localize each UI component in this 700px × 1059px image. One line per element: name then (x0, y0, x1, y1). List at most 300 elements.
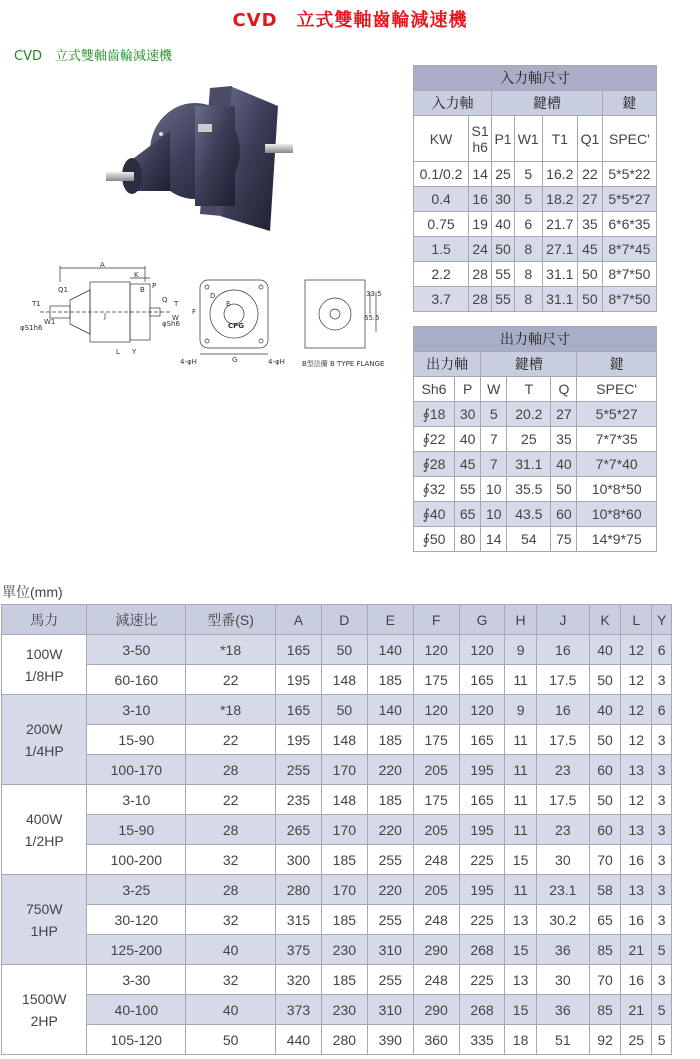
table-cell: 100-170 (87, 755, 186, 785)
table-cell: 32 (186, 965, 276, 995)
table-cell: 205 (413, 815, 459, 845)
power-label: 100W (25, 645, 63, 662)
table-cell: 28 (469, 262, 492, 287)
table-cell: 15-90 (87, 815, 186, 845)
table-cell: 195 (459, 815, 505, 845)
table-cell: 36 (536, 935, 589, 965)
table-cell: 235 (276, 785, 322, 815)
table-cell: 30 (536, 965, 589, 995)
column-header: 減速比 (87, 605, 186, 635)
table-cell: 7 (481, 452, 507, 477)
table-cell: 3-25 (87, 875, 186, 905)
table-cell: 16 (469, 187, 492, 212)
table-cell: 28 (186, 815, 276, 845)
input-header: S1 h6 (469, 116, 492, 162)
table-cell: 70 (589, 965, 620, 995)
table-cell: 32 (186, 905, 276, 935)
table-cell: 12 (621, 785, 652, 815)
table-cell: 15 (505, 845, 536, 875)
table-cell: 248 (413, 905, 459, 935)
table-cell: 45 (578, 237, 603, 262)
table-cell: 255 (367, 845, 413, 875)
table-cell: 13 (621, 815, 652, 845)
power-label: 400W (25, 810, 63, 827)
table-cell: 148 (321, 785, 367, 815)
table-cell: 31.1 (542, 262, 578, 287)
table-cell: 16 (621, 965, 652, 995)
power-label: 1/8HP (24, 667, 64, 684)
output-shaft-group: 出力軸 (414, 352, 481, 377)
table-cell: 50 (578, 287, 603, 312)
table-cell: 55 (492, 262, 515, 287)
page-title: CVD 立式雙軸齒輪減速機 (232, 10, 468, 31)
table-cell: 3-50 (87, 635, 186, 665)
dim-label-33-5: 33.5 (366, 290, 382, 298)
output-header-row (414, 377, 657, 402)
table-cell: 290 (413, 935, 459, 965)
table-row (414, 427, 657, 452)
table-cell: 21 (621, 935, 652, 965)
dimension-header-row (2, 605, 672, 635)
input-header-row (414, 116, 657, 162)
output-shaft-title: 出力軸尺寸 (414, 327, 657, 352)
table-cell: ∮28 (414, 452, 455, 477)
column-header: D (321, 605, 367, 635)
table-cell: 13 (505, 965, 536, 995)
table-row (2, 755, 672, 785)
table-cell: 140 (367, 635, 413, 665)
dimension-drawing (20, 262, 410, 372)
table-row (2, 1025, 672, 1055)
table-cell: ∮40 (414, 502, 455, 527)
table-cell: *18 (186, 695, 276, 725)
table-cell: 175 (413, 785, 459, 815)
table-cell: 165 (459, 665, 505, 695)
table-cell: 13 (621, 875, 652, 905)
dim-label-h2: 4-φH (268, 358, 285, 366)
dim-label-w: W (172, 314, 179, 322)
table-cell: 3 (652, 965, 672, 995)
table-cell: 300 (276, 845, 322, 875)
table-cell: 58 (589, 875, 620, 905)
dim-label-e: E (226, 300, 231, 308)
output-header: P (455, 377, 481, 402)
table-cell: 2.2 (414, 262, 469, 287)
table-cell: 5*5*22 (602, 162, 656, 187)
table-cell: 13 (621, 755, 652, 785)
table-cell: 16 (536, 695, 589, 725)
table-row (414, 287, 657, 312)
table-cell: 40 (186, 935, 276, 965)
input-header: KW (414, 116, 469, 162)
table-cell: 30 (536, 845, 589, 875)
table-cell: 12 (621, 695, 652, 725)
table-cell: 23 (536, 815, 589, 845)
table-cell: 9 (505, 695, 536, 725)
dim-label-q1: Q1 (58, 286, 68, 294)
table-cell: 255 (367, 905, 413, 935)
power-cell (2, 695, 87, 785)
table-cell: 165 (459, 785, 505, 815)
table-cell: 22 (578, 162, 603, 187)
table-cell: 16.2 (542, 162, 578, 187)
table-row (414, 212, 657, 237)
table-cell: 230 (321, 995, 367, 1025)
table-cell: 8 (514, 287, 542, 312)
input-header: T1 (542, 116, 578, 162)
table-row (414, 237, 657, 262)
table-cell: 23.1 (536, 875, 589, 905)
dim-label-q: Q (162, 296, 168, 304)
table-cell: 70 (589, 845, 620, 875)
column-header: 馬力 (2, 605, 87, 635)
table-cell: 255 (276, 755, 322, 785)
output-keyslot-group: 鍵槽 (481, 352, 577, 377)
dim-label-l: L (116, 348, 120, 356)
table-cell: 40 (186, 995, 276, 1025)
power-label: 2HP (30, 1012, 58, 1029)
table-row (414, 502, 657, 527)
table-cell: 3 (652, 665, 672, 695)
table-row (414, 477, 657, 502)
table-cell: 185 (321, 905, 367, 935)
table-cell: 335 (459, 1025, 505, 1055)
power-label: 1HP (30, 922, 58, 939)
dim-label-d: D (210, 292, 216, 300)
table-cell: 205 (413, 875, 459, 905)
table-cell: 16 (621, 905, 652, 935)
table-cell: 10*8*60 (577, 502, 657, 527)
table-cell: 375 (276, 935, 322, 965)
table-cell: 11 (505, 785, 536, 815)
table-cell: 54 (507, 527, 551, 552)
table-row (414, 187, 657, 212)
power-cell (2, 785, 87, 875)
dim-label-y: Y (132, 348, 137, 356)
power-label: 200W (25, 720, 63, 737)
input-key-group: 鍵 (602, 91, 656, 116)
flange-label: B型法蘭 B TYPE FLANGE (302, 360, 385, 368)
table-cell: 25 (621, 1025, 652, 1055)
table-row (2, 935, 672, 965)
table-cell: 3 (652, 815, 672, 845)
table-row (414, 527, 657, 552)
table-row (2, 665, 672, 695)
table-cell: 75 (551, 527, 577, 552)
table-cell: 21 (621, 995, 652, 1025)
table-cell: 50 (321, 695, 367, 725)
table-cell: 225 (459, 845, 505, 875)
table-cell: 50 (321, 635, 367, 665)
dim-label-h: 4-φH (180, 358, 197, 366)
table-cell: 205 (413, 755, 459, 785)
output-header: Sh6 (414, 377, 455, 402)
dim-label-t1: T1 (32, 300, 41, 308)
table-cell: 25 (507, 427, 551, 452)
table-cell: 5 (652, 1025, 672, 1055)
table-cell: 60-160 (87, 665, 186, 695)
brand-logo: CPG (228, 322, 245, 330)
table-cell: 165 (459, 725, 505, 755)
dim-label-k: K (134, 271, 139, 279)
table-cell: 185 (367, 785, 413, 815)
table-cell: 28 (469, 287, 492, 312)
dimension-table (1, 604, 672, 1055)
table-row (2, 635, 672, 665)
column-header: G (459, 605, 505, 635)
table-cell: 170 (321, 755, 367, 785)
table-cell: 40 (589, 635, 620, 665)
table-cell: 11 (505, 755, 536, 785)
table-cell: 148 (321, 665, 367, 695)
table-cell: 3.7 (414, 287, 469, 312)
power-label: 1/4HP (24, 742, 64, 759)
table-cell: 148 (321, 725, 367, 755)
table-row (2, 905, 672, 935)
table-cell: 35 (578, 212, 603, 237)
table-cell: 6 (652, 635, 672, 665)
table-cell: 28 (186, 755, 276, 785)
table-cell: 165 (276, 635, 322, 665)
table-cell: 175 (413, 665, 459, 695)
table-cell: 22 (186, 725, 276, 755)
table-cell: ∮18 (414, 402, 455, 427)
table-cell: 5 (481, 402, 507, 427)
table-cell: 310 (367, 995, 413, 1025)
table-cell: 6 (514, 212, 542, 237)
table-cell: 17.5 (536, 785, 589, 815)
table-cell: 23 (536, 755, 589, 785)
table-cell: 1.5 (414, 237, 469, 262)
table-cell: 30.2 (536, 905, 589, 935)
table-cell: 8*7*45 (602, 237, 656, 262)
table-cell: 310 (367, 935, 413, 965)
table-cell: 12 (621, 635, 652, 665)
table-cell: 13 (505, 905, 536, 935)
table-cell: 170 (321, 815, 367, 845)
table-cell: 185 (321, 845, 367, 875)
table-row (2, 695, 672, 725)
table-cell: 3 (652, 755, 672, 785)
table-cell: 9 (505, 635, 536, 665)
table-cell: 3 (652, 845, 672, 875)
table-row (414, 162, 657, 187)
table-cell: 3-30 (87, 965, 186, 995)
table-cell: 17.5 (536, 665, 589, 695)
table-cell: 185 (321, 965, 367, 995)
table-cell: 14 (481, 527, 507, 552)
table-cell: 35.5 (507, 477, 551, 502)
table-cell: 7 (481, 427, 507, 452)
output-header: SPEC' (577, 377, 657, 402)
table-cell: 22 (186, 665, 276, 695)
table-cell: 11 (505, 725, 536, 755)
table-cell: 8*7*50 (602, 287, 656, 312)
table-cell: 18 (505, 1025, 536, 1055)
table-cell: 195 (459, 875, 505, 905)
table-cell: 40-100 (87, 995, 186, 1025)
table-cell: 27 (551, 402, 577, 427)
table-cell: 12 (621, 725, 652, 755)
table-cell: 195 (276, 725, 322, 755)
table-cell: 50 (589, 665, 620, 695)
table-cell: 255 (367, 965, 413, 995)
dim-label-j: J (104, 312, 107, 320)
table-cell: 24 (469, 237, 492, 262)
table-cell: 60 (551, 502, 577, 527)
table-cell: *18 (186, 635, 276, 665)
table-cell: 21.7 (542, 212, 578, 237)
table-row (2, 875, 672, 905)
table-cell: 85 (589, 935, 620, 965)
table-cell: 19 (469, 212, 492, 237)
table-cell: 220 (367, 815, 413, 845)
table-cell: 10 (481, 502, 507, 527)
table-cell: 6*6*35 (602, 212, 656, 237)
output-shaft-table (413, 326, 657, 552)
table-cell: 5 (652, 995, 672, 1025)
table-cell: 14 (469, 162, 492, 187)
table-cell: 50 (186, 1025, 276, 1055)
table-cell: 65 (455, 502, 481, 527)
table-cell: 320 (276, 965, 322, 995)
table-cell: 170 (321, 875, 367, 905)
table-cell: 268 (459, 995, 505, 1025)
table-cell: 290 (413, 995, 459, 1025)
table-cell: 28 (186, 875, 276, 905)
table-cell: ∮22 (414, 427, 455, 452)
dim-label-s: φSh6 (162, 320, 180, 328)
column-header: E (367, 605, 413, 635)
table-cell: 36 (536, 995, 589, 1025)
table-cell: 140 (367, 695, 413, 725)
column-header: L (621, 605, 652, 635)
table-cell: 30 (455, 402, 481, 427)
table-cell: 50 (578, 262, 603, 287)
table-cell: 230 (321, 935, 367, 965)
dim-label-g: G (232, 356, 238, 364)
dim-label-t: T (174, 300, 179, 308)
table-cell: 60 (589, 755, 620, 785)
table-cell: 175 (413, 725, 459, 755)
table-cell: ∮50 (414, 527, 455, 552)
table-cell: 50 (551, 477, 577, 502)
table-cell: 7*7*35 (577, 427, 657, 452)
column-header: A (276, 605, 322, 635)
table-cell: 55 (455, 477, 481, 502)
table-cell: 3 (652, 905, 672, 935)
table-cell: 16 (621, 845, 652, 875)
table-cell: 120 (413, 695, 459, 725)
table-cell: 280 (321, 1025, 367, 1055)
table-cell: 11 (505, 815, 536, 845)
table-cell: 25 (492, 162, 515, 187)
output-header: Q (551, 377, 577, 402)
column-header: F (413, 605, 459, 635)
power-label: 1500W (22, 990, 67, 1007)
power-cell (2, 965, 87, 1055)
table-cell: 195 (276, 665, 322, 695)
table-cell: 8 (514, 237, 542, 262)
table-cell: 105-120 (87, 1025, 186, 1055)
table-cell: 3 (652, 725, 672, 755)
table-cell: 22 (186, 785, 276, 815)
table-cell: 373 (276, 995, 322, 1025)
table-cell: 30 (492, 187, 515, 212)
input-header: Q1 (578, 116, 603, 162)
table-cell: 100-200 (87, 845, 186, 875)
unit-label: 單位(mm) (2, 584, 63, 600)
input-header: W1 (514, 116, 542, 162)
table-cell: 248 (413, 845, 459, 875)
table-cell: ∮32 (414, 477, 455, 502)
table-cell: 0.75 (414, 212, 469, 237)
table-cell: 3 (652, 785, 672, 815)
table-cell: 43.5 (507, 502, 551, 527)
input-shaft-group: 入力軸 (414, 91, 492, 116)
table-cell: 120 (459, 635, 505, 665)
table-cell: 17.5 (536, 725, 589, 755)
table-cell: 10*8*50 (577, 477, 657, 502)
table-cell: 60 (589, 815, 620, 845)
table-cell: 65 (589, 905, 620, 935)
table-cell: 225 (459, 905, 505, 935)
table-row (414, 402, 657, 427)
table-cell: 40 (551, 452, 577, 477)
dim-label-a: A (100, 262, 105, 269)
table-cell: 6 (652, 695, 672, 725)
table-cell: 15 (505, 935, 536, 965)
table-cell: 11 (505, 875, 536, 905)
table-cell: 5*5*27 (602, 187, 656, 212)
table-cell: 51 (536, 1025, 589, 1055)
table-cell: 8*7*50 (602, 262, 656, 287)
table-cell: 10 (481, 477, 507, 502)
table-cell: 125-200 (87, 935, 186, 965)
table-row (2, 995, 672, 1025)
table-cell: 185 (367, 725, 413, 755)
table-cell: 225 (459, 965, 505, 995)
dim-label-p: P (152, 282, 157, 290)
dim-label-65-5: 65.5 (364, 314, 380, 322)
table-cell: 5*5*27 (577, 402, 657, 427)
column-header: J (536, 605, 589, 635)
table-cell: 268 (459, 935, 505, 965)
table-cell: 0.4 (414, 187, 469, 212)
table-cell: 40 (492, 212, 515, 237)
power-label: 1/2HP (24, 832, 64, 849)
table-cell: 220 (367, 875, 413, 905)
column-header: 型番(S) (186, 605, 276, 635)
input-header: P1 (492, 116, 515, 162)
table-row (2, 725, 672, 755)
input-keyslot-group: 鍵槽 (492, 91, 603, 116)
table-cell: 55 (492, 287, 515, 312)
table-cell: 14*9*75 (577, 527, 657, 552)
table-cell: 85 (589, 995, 620, 1025)
table-cell: 265 (276, 815, 322, 845)
input-shaft-table (413, 65, 657, 312)
table-row (414, 452, 657, 477)
table-cell: 31.1 (542, 287, 578, 312)
dim-label-b: B (140, 286, 145, 294)
table-cell: 7*7*40 (577, 452, 657, 477)
table-cell: 120 (413, 635, 459, 665)
column-header: K (589, 605, 620, 635)
table-row (2, 785, 672, 815)
table-cell: 280 (276, 875, 322, 905)
power-label: 750W (25, 900, 63, 917)
